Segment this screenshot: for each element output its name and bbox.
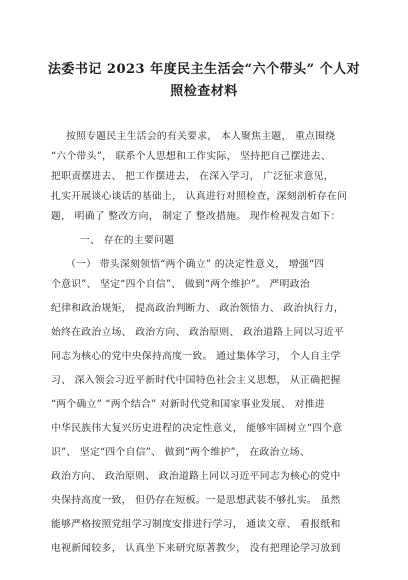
body-line: 央保持高度一致， 但仍存在短板。一是思想武装不够扎实。 虽然 xyxy=(51,495,341,506)
body-line: “两个确立” “两个结合” 对新时代党和国家事业发展、 对推进 xyxy=(51,399,325,410)
body-line: （一） 带头深刻领悟“两个确立” 的决定性意义， 增强“四 xyxy=(66,259,325,270)
body-line: 纪律和政治规矩， 提高政治判断力、 政治领悟力、 政治执行力， xyxy=(51,303,344,314)
body-line: 习、 深入领会习近平新时代中国特色社会主义思想， 从正确把握 xyxy=(51,375,341,386)
document-title-line-1: 法委书记 2023 年度民主生活会“六个带头” 个人对 xyxy=(47,62,361,77)
body-line: 同志为核心的党中央保持高度一致。 通过集体学习， 个人自主学 xyxy=(51,351,341,362)
body-line: 扎实开展谈心谈话的基础上， 认真进行对照检查，深刻剖析存在问 xyxy=(51,191,348,202)
section-heading: 一、 存在的主要问题 xyxy=(80,235,175,246)
body-line: 识”、 坚定“四个自信”、 做到“两个维护”， 在政治立场、 xyxy=(51,447,310,458)
body-line: 能够严格按照党组学习制度安排进行学习， 通读文章、 看报纸和 xyxy=(51,519,341,530)
body-line: 个意识”、 坚定“四个自信”、 做到“两个维护”。 严明政治 xyxy=(51,279,310,290)
body-line: 把职责摆进去、 把工作摆进去， 在深入学习， 广泛征求意见， xyxy=(51,171,334,182)
body-line: 始终在政治立场、 政治方向、 政治原则、 政治道路上同以习近平 xyxy=(51,327,344,338)
body-line: “六个带头”， 联系个人思想和工作实际， 坚持把自己摆进去、 xyxy=(51,151,331,162)
body-line: 题， 明确了 整改方向， 制定了 整改措施。 现作检视发言如下： xyxy=(51,211,341,222)
body-line: 按照专题民主生活会的有关要求， 本人聚焦主题， 重点围绕 xyxy=(66,131,336,142)
document-title-line-2: 照检查材料 xyxy=(170,84,238,99)
body-line: 电视新闻较多， 认真坐下来研究原著教少， 没有把理论学习放到 xyxy=(51,543,341,554)
body-line: 中华民族伟大复兴历史进程的决定性意义， 能够牢固树立“四个意 xyxy=(51,423,343,434)
body-line: 政治方向、 政治原则、 政治道路上同以习近平同志为核心的党中 xyxy=(51,471,341,482)
